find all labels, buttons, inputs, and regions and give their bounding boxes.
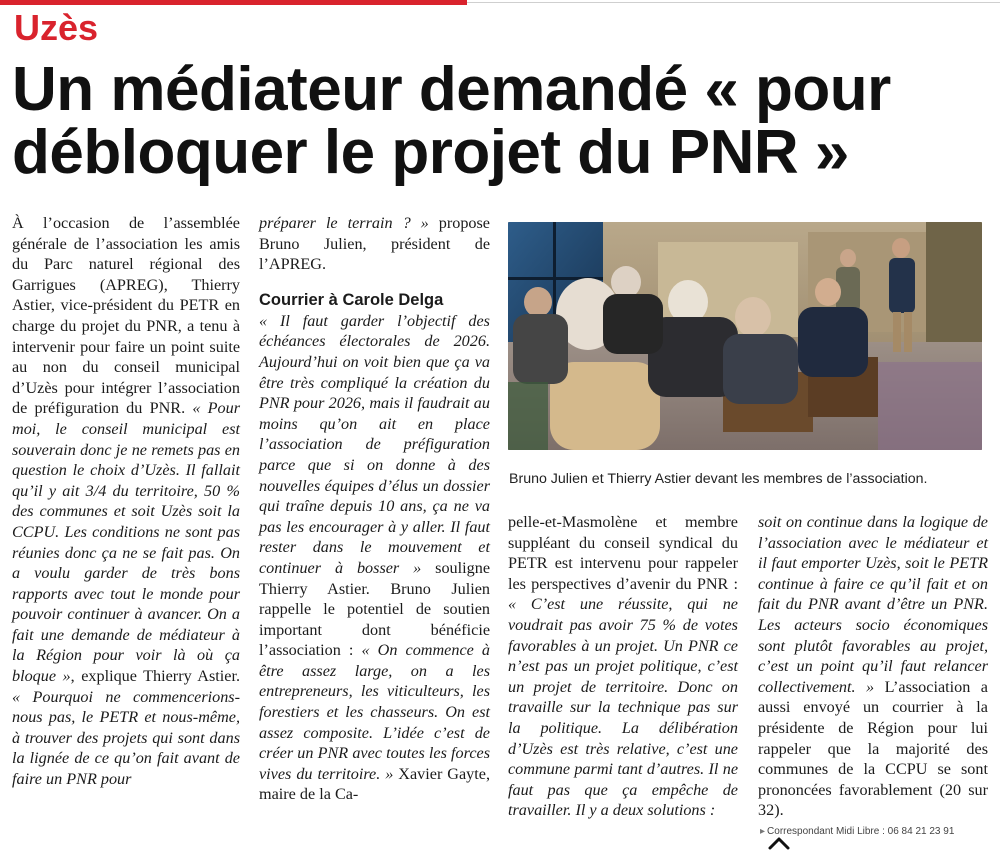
headline-line-1: Un médiateur demandé « pour xyxy=(12,55,891,124)
photo-caption: Bruno Julien et Thierry Astier devant les membres de l’association. xyxy=(509,471,928,487)
paragraph xyxy=(259,311,490,805)
article-photo xyxy=(508,222,982,450)
top-divider xyxy=(467,2,1000,3)
quote-run: « Il faut garder l’objectif des échéances électorales de 2026. Aujourd’hui on voit bien que ça va être très compliqué la création du PNR pour 2026, mais il faudrait au moins qu’on ait en place l’association de préfiguration parce que si on donne à des nouvelles équipes d’élus un dossier qui traîne depuis 10 ans, ça ne va pas les encourager à y aller. Il faut rester dans le mouvement et continuer à bosser » xyxy=(259,311,490,577)
body-column-1 xyxy=(12,213,240,790)
quote-run: « C’est une réussite, qui ne voudrait pas avoir 75 % de votes favorables à un projet. Un PNR ce n’est pas un projet politique, c’est un projet de territoire. Donc on travaille sur la technique pas sur la politique. La délibération d’Uzès est très relative, c’est une commune parmi tant d’autres. Il ne faut pas que ça empêche de travailler. Il y a deux solutions : xyxy=(508,595,738,820)
top-accent-bar xyxy=(0,0,467,5)
quote-run: « On commence à être assez large, on a les entrepreneurs, les viticulteurs, les forestiers et les chasseurs. On est assez composite. L’idée c’est de créer un PNR avec toutes les forces vives du territoire. » xyxy=(259,641,491,783)
body-column-3 xyxy=(508,512,738,821)
text-run: À l’occasion de l’assemblée générale de l’association les amis du Parc naturel régional des Garrigues (APREG), Thierry Astier, vice-président du PETR en charge du projet du PNR, a tenu à intervenir pour faire un point suite au non du conseil municipal d’Uzès pour intégrer l’association de préfiguration du PNR. xyxy=(12,214,240,418)
text-run: Xavier Gayte, maire de la Ca- xyxy=(259,764,490,804)
quote-run: soit on continue dans la logique de l’association avec le médiateur et il faut emporter Uzès, soit le PETR continue à faire ce qu’il fait et on fait du PNR avant d’être un PNR. Les acteurs socio économiques sont plutôt favorables au projet, c’est un point qu’il faut relancer collectivement. » xyxy=(758,513,988,696)
play-arrow-icon: ▸ xyxy=(760,826,766,837)
text-run: pelle-et-Masmolène et membre suppléant du conseil syndical du PETR est intervenu pour rappeler les perspectives d’avenir du PNR : xyxy=(508,513,738,593)
text-run: propose Bruno Julien, président de l’APREG. xyxy=(259,214,490,274)
body-column-4 xyxy=(758,512,988,821)
text-run: , explique Thierry Astier. xyxy=(70,667,240,686)
credit-text: Correspondant Midi Libre : 06 84 21 23 91 xyxy=(767,826,955,837)
section-subheading: Courrier à Carole Delga xyxy=(259,290,444,309)
paragraph xyxy=(12,213,240,790)
paragraph xyxy=(508,512,738,821)
quote-run: « Pour moi, le conseil municipal est souverain donc je ne remets pas en question le choix d’Uzès. Il fallait qu’il y ait 3/4 du territoire, 50 % des communes et soit Uzès soit la CCPU. Les conditions ne sont pas réunies donc ça ne se fait pas. On a voulu garder de très bons rapports avec tout le monde pour pouvoir continuer à avancer. On a fait une demande de médiateur à la Région pour voir là où ça bloque » xyxy=(12,399,240,686)
quote-run: préparer le terrain ? » xyxy=(259,214,429,232)
body-column-2 xyxy=(259,213,490,805)
text-run: L’association a aussi envoyé un courrier à la présidente de Région pour lui rappeler que la majorité des communes de la CCPU se sont prononcées favorablement (20 sur 32). xyxy=(758,677,988,820)
chevron-up-icon[interactable] xyxy=(766,832,792,854)
article-headline xyxy=(12,55,992,187)
quote-run: « Pourquoi ne commencerions-nous pas, le PETR et nous-même, à trouver des projets qui sont dans la lignée de ce qu’on fait avant de faire un PNR pour xyxy=(12,687,240,789)
text-run: souligne Thierry Astier. Bruno Julien rappelle le potentiel de soutien important dont bénéficie l’association : xyxy=(259,558,490,660)
headline-line-2: débloquer le projet du PNR » xyxy=(12,118,849,187)
location-kicker: Uzès xyxy=(14,7,99,48)
paragraph xyxy=(259,213,490,275)
paragraph xyxy=(758,512,988,821)
